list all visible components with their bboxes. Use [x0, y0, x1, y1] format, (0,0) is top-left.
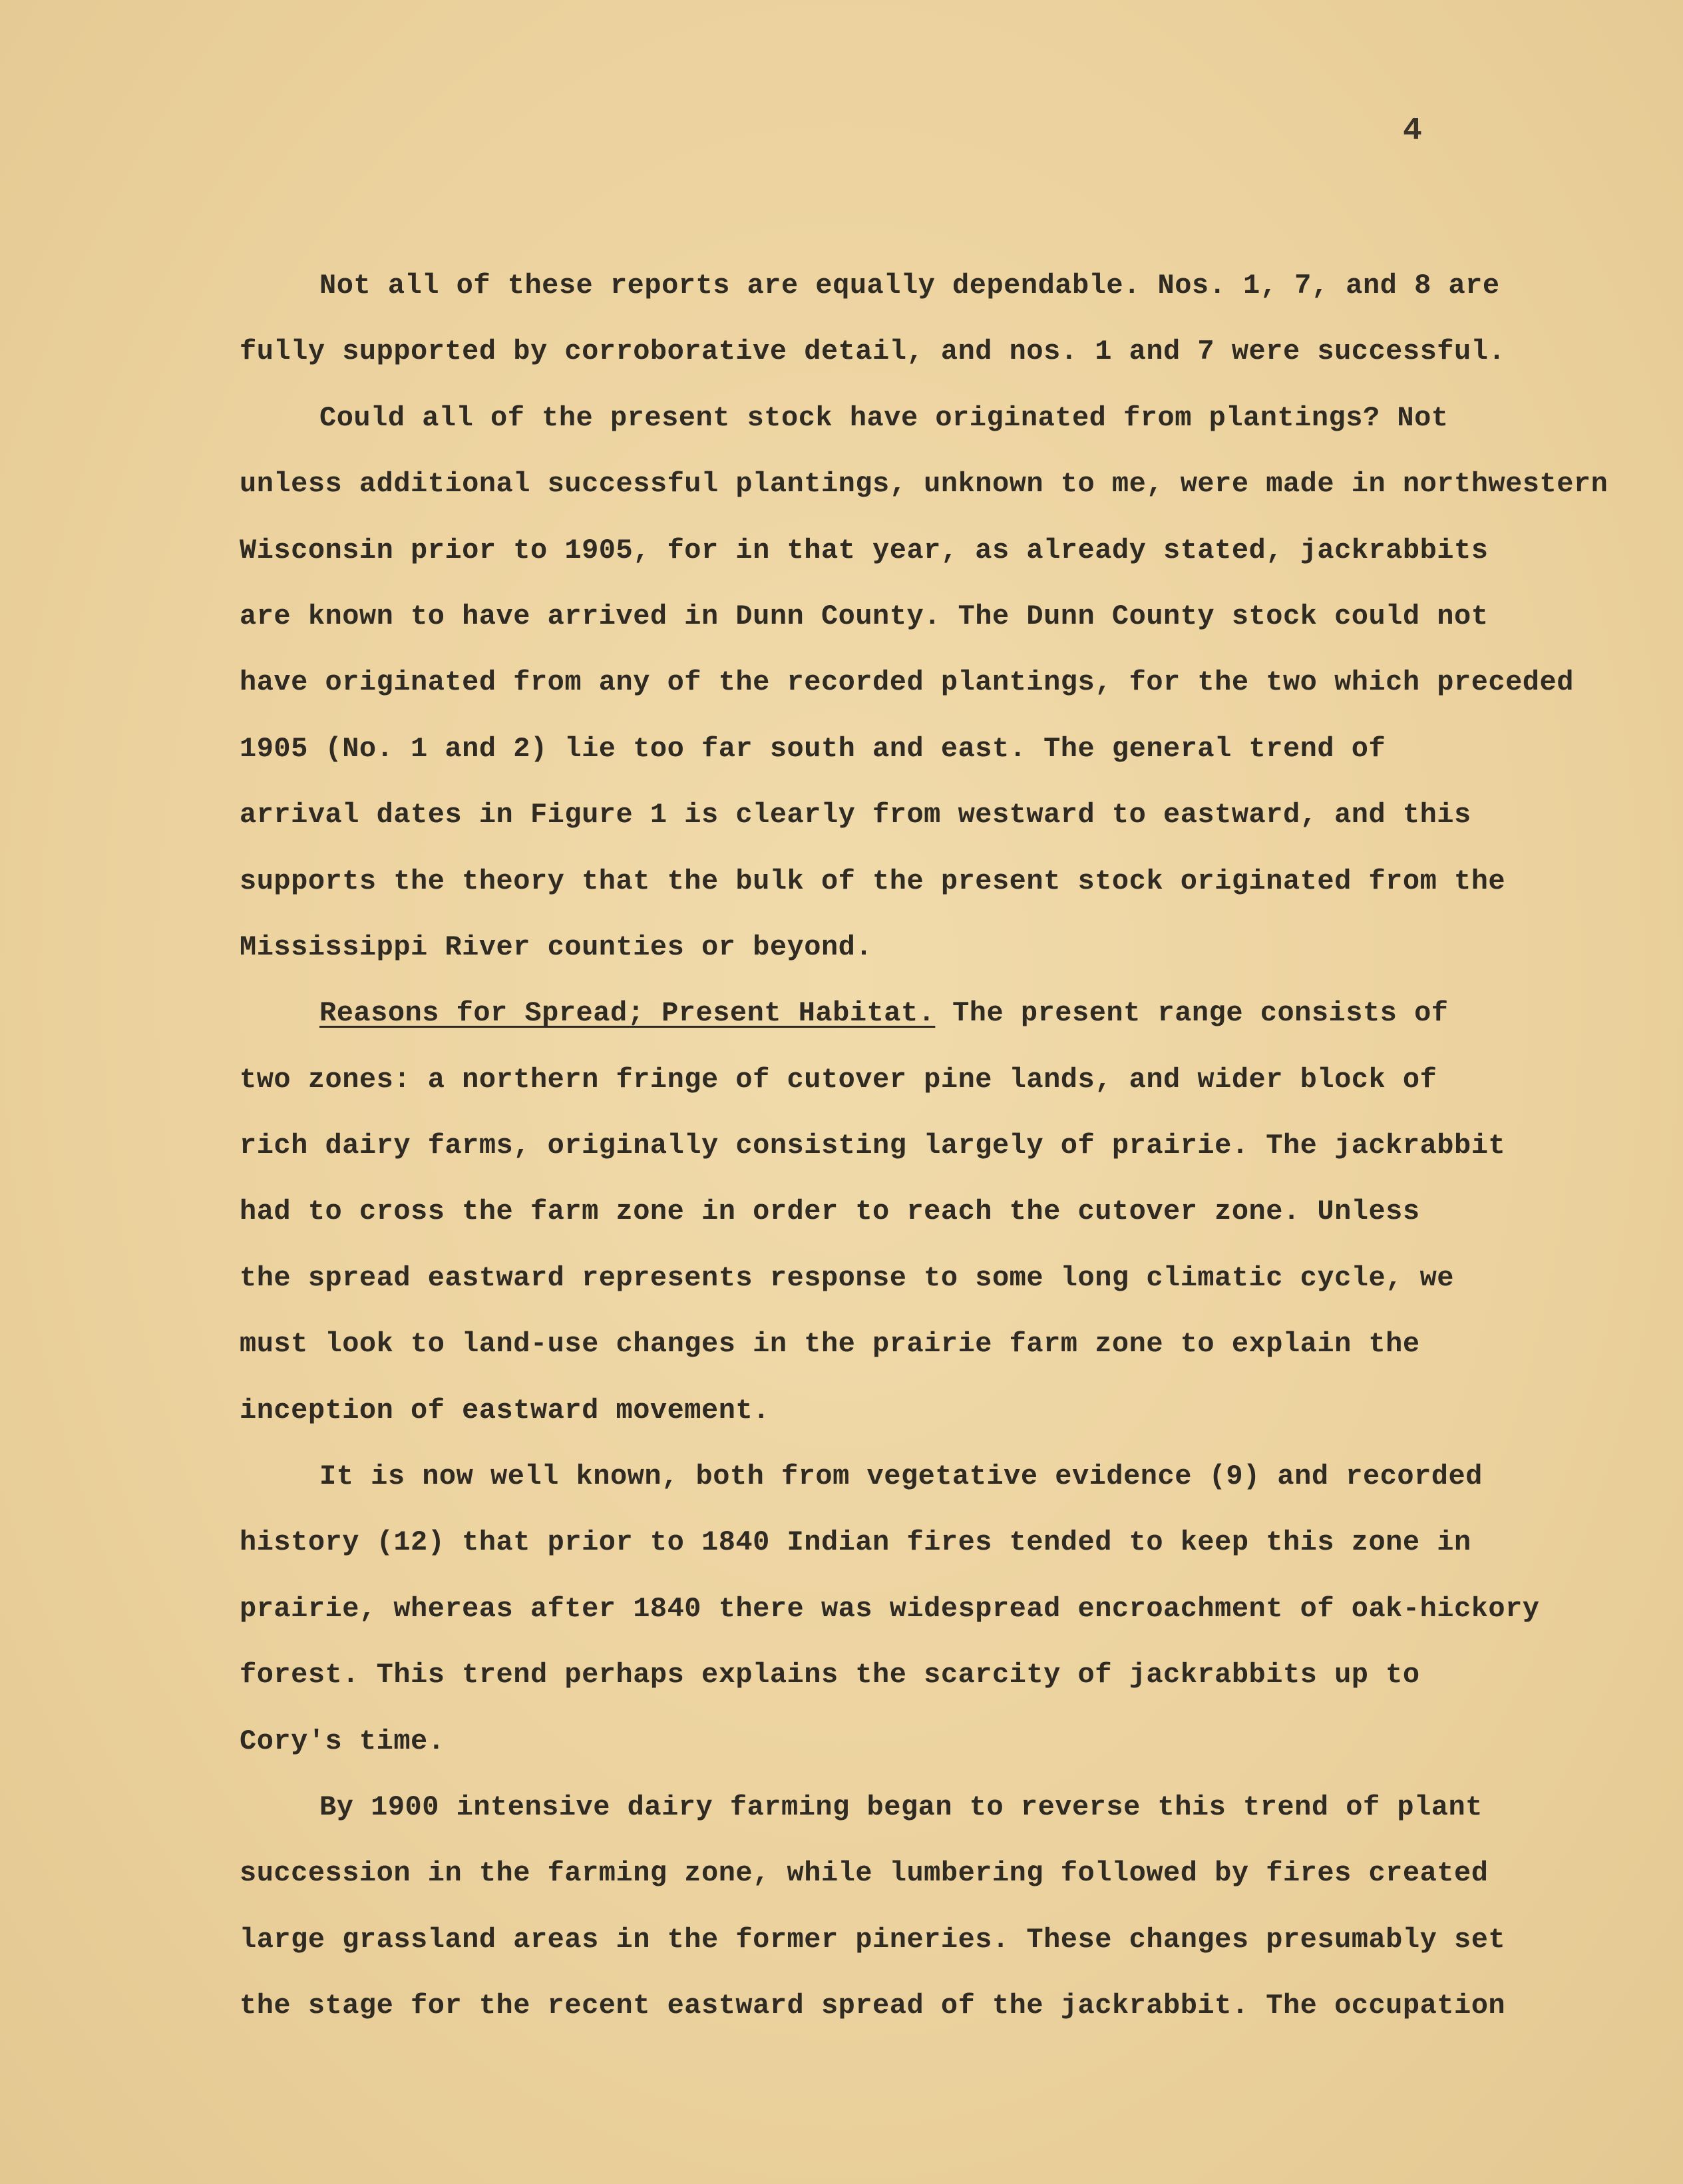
paragraph-line: succession in the farming zone, while lumbering followed by fires created: [240, 1857, 1489, 1890]
paragraph-line: fully supported by corroborative detail, and nos. 1 and 7 were successful.: [240, 335, 1506, 368]
heading-line-text: The present range consists of: [935, 997, 1449, 1030]
paragraph-1: [240, 253, 1590, 385]
paragraph-3: [240, 981, 1590, 1444]
paragraph-line: Mississippi River counties or beyond.: [240, 931, 873, 963]
paragraph-line: must look to land-use changes in the prairie farm zone to explain the: [240, 1328, 1420, 1361]
paragraph-line: forest. This trend perhaps explains the scarcity of jackrabbits up to: [240, 1659, 1420, 1691]
paragraph-line: supports the theory that the bulk of the present stock originated from the: [240, 865, 1506, 897]
section-heading: Reasons for Spread; Present Habitat.: [319, 997, 936, 1030]
body-text: [240, 253, 1608, 2040]
paragraph-line: Wisconsin prior to 1905, for in that year, as already stated, jackrabbits: [240, 534, 1489, 566]
paragraph-line: arrival dates in Figure 1 is clearly from westward to eastward, and this: [240, 799, 1471, 831]
paragraph-heading-line: [240, 981, 1590, 1046]
paragraph-line: are known to have arrived in Dunn County. The Dunn County stock could not: [240, 600, 1489, 632]
paragraph-line: Not all of these reports are equally dependable. Nos. 1, 7, and 8 are: [319, 270, 1500, 302]
paragraph-line: Cory's time.: [240, 1725, 445, 1757]
paragraph-line: the spread eastward represents response to some long climatic cycle, we: [240, 1261, 1454, 1294]
paragraph-line: large grassland areas in the former pineries. These changes presumably set: [240, 1923, 1506, 1956]
paragraph-line: By 1900 intensive dairy farming began to reverse this trend of plant: [319, 1791, 1483, 1823]
paragraph-line: inception of eastward movement.: [240, 1394, 770, 1426]
paragraph-line: 1905 (No. 1 and 2) lie too far south and east. The general trend of: [240, 732, 1386, 765]
paragraph-line: had to cross the farm zone in order to reach the cutover zone. Unless: [240, 1196, 1420, 1228]
paragraph-4: [240, 1444, 1590, 1775]
paragraph-5: [240, 1775, 1590, 2040]
paragraph-line: rich dairy farms, originally consisting largely of prairie. The jackrabbit: [240, 1130, 1506, 1162]
paragraph-line: history (12) that prior to 1840 Indian fires tended to keep this zone in: [240, 1526, 1471, 1559]
paragraph-line: have originated from any of the recorded plantings, for the two which preceded: [240, 666, 1574, 699]
paragraph-line: the stage for the recent eastward spread of the jackrabbit. The occupation: [240, 1990, 1506, 2022]
paragraph-line: It is now well known, both from vegetative evidence (9) and recorded: [319, 1460, 1483, 1493]
paragraph-line: unless additional successful plantings, unknown to me, were made in northwestern: [240, 468, 1608, 501]
paragraph-line: prairie, whereas after 1840 there was widespread encroachment of oak-hickory: [240, 1592, 1540, 1625]
paragraph-2: [240, 385, 1608, 981]
paragraph-line: two zones: a northern fringe of cutover pine lands, and wider block of: [240, 1063, 1437, 1096]
page-number: 4: [1403, 113, 1422, 149]
paragraph-line: Could all of the present stock have originated from plantings? Not: [319, 401, 1449, 434]
